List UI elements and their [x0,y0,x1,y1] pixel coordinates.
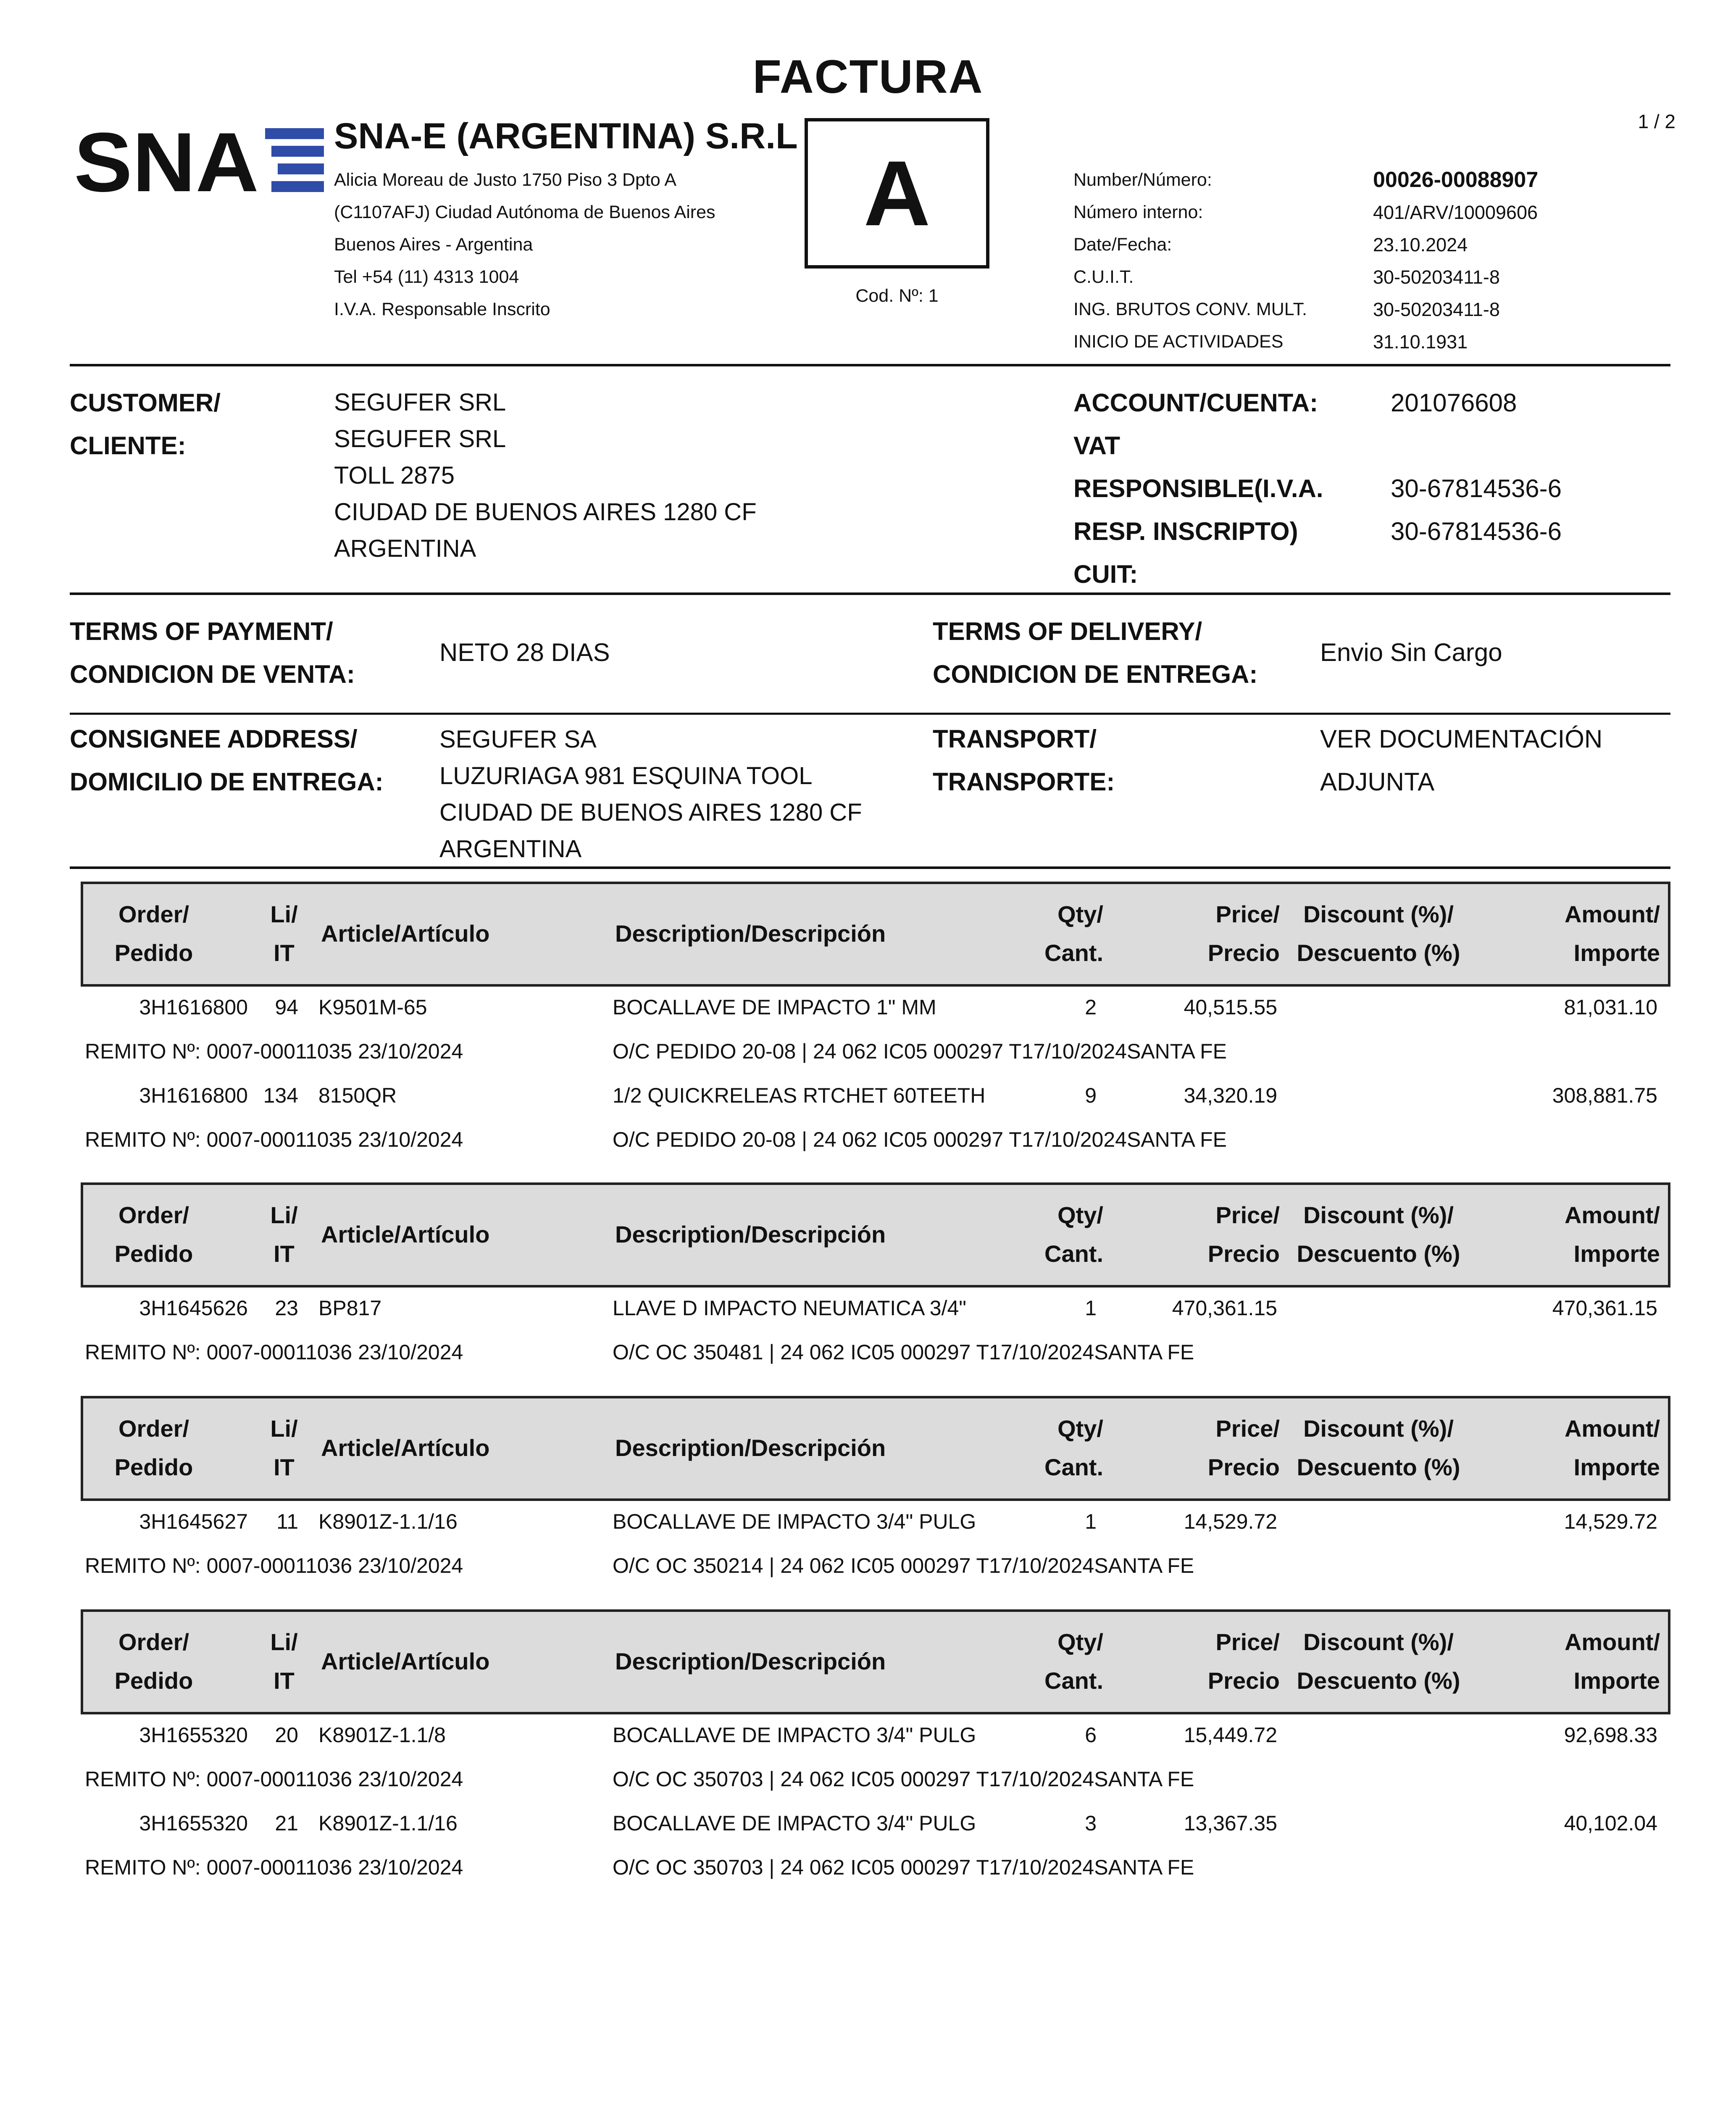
column-header-line: Discount (%)/ [1303,1415,1454,1442]
column-header-li [255,1623,313,1700]
amount: 14,529.72 [1564,1510,1657,1533]
column-header-line: Discount (%)/ [1303,1629,1454,1655]
item-description: LLAVE D IMPACTO NEUMATICA 3/4" [613,1296,967,1320]
unit-price: 40,515.55 [1184,995,1277,1019]
transport-label [933,718,1115,803]
invoice-type-letter: A [863,141,931,245]
customer-line: ARGENTINA [334,535,476,562]
article-code: BP817 [318,1296,382,1320]
column-header-qty [1011,895,1103,972]
remito-note: REMITO Nº: 0007-00011035 23/10/2024 [85,1040,463,1063]
column-header-line: Importe [1573,940,1660,966]
customer-label [70,382,221,467]
column-header-line: Order/ [118,1629,189,1655]
internal-number: 401/ARV/10009606 [1373,202,1538,223]
column-header-line: Qty/ [1057,1415,1103,1442]
invoice-info-labels [1073,164,1307,358]
remito-note: REMITO Nº: 0007-00011036 23/10/2024 [85,1767,463,1791]
column-header-li [255,895,313,972]
payment-terms-label-line: CONDICION DE VENTA: [70,660,355,688]
order-number: 3H1645626 [139,1296,248,1320]
quantity: 9 [1085,1084,1097,1107]
vat-label: RESPONSIBLE(I.V.A. [1073,474,1323,503]
column-header-line: Amount/ [1564,1202,1660,1228]
document-title: FACTURA [752,50,984,103]
column-header-order [112,1409,196,1487]
remito-note: REMITO Nº: 0007-00011035 23/10/2024 [85,1128,463,1151]
order-number: 3H1616800 [139,1084,248,1107]
column-header-description: Description/Descripción [615,920,886,947]
quantity: 1 [1085,1296,1097,1320]
customer-line: TOLL 2875 [334,462,455,489]
item-description: BOCALLAVE DE IMPACTO 3/4" PULG [613,1811,976,1835]
invoice-info-values [1373,164,1538,358]
column-header-line: Li/ [270,1202,298,1228]
page-indicator: 1 / 2 [1638,111,1676,132]
column-header-line: Qty/ [1057,1629,1103,1655]
column-header-line: Amount/ [1564,901,1660,927]
column-header-line: Price/ [1215,901,1280,927]
column-header-line: Li/ [270,1415,298,1442]
line-item-number: 11 [276,1510,298,1533]
company-tax-status: I.V.A. Responsable Inscrito [334,299,550,319]
transport-line: ADJUNTA [1320,768,1435,796]
cuit-label: C.U.I.T. [1073,267,1134,287]
svg-text:SNA: SNA [74,120,259,204]
column-header-order [112,1196,196,1273]
order-number: 3H1655320 [139,1811,248,1835]
divider [70,713,1670,715]
column-header-line: Cant. [1044,1454,1103,1480]
consignee-line: CIUDAD DE BUENOS AIRES 1280 CF [439,799,862,826]
article-code: 8150QR [318,1084,397,1107]
item-description: 1/2 QUICKRELEAS RTCHET 60TEETH [613,1084,986,1107]
table-header [81,1396,1670,1501]
amount: 470,361.15 [1552,1296,1657,1320]
quantity: 2 [1085,995,1097,1019]
customer-address [334,384,757,567]
ingresos-brutos-value: 30-50203411-8 [1373,299,1500,320]
ingresos-brutos-label: ING. BRUTOS CONV. MULT. [1073,299,1307,319]
column-header-li [255,1409,313,1487]
cuit-label: CUIT: [1073,560,1138,588]
column-header-line: Qty/ [1057,1202,1103,1228]
unit-price: 15,449.72 [1184,1723,1277,1747]
order-note: O/C PEDIDO 20-08 | 24 062 IC05 000297 T17/10/2024SANTA FE [613,1040,1227,1063]
account-label: ACCOUNT/CUENTA: [1073,389,1318,417]
remito-note: REMITO Nº: 0007-00011036 23/10/2024 [85,1340,463,1364]
column-header-qty [1011,1623,1103,1700]
column-header-line: Importe [1573,1240,1660,1267]
column-header-discount [1292,1623,1465,1700]
invoice-number: 00026-00088907 [1373,168,1539,192]
invoice-number-label: Number/Número: [1073,170,1212,190]
consignee-label-line: DOMICILIO DE ENTREGA: [70,768,384,796]
column-header-line: Discount (%)/ [1303,901,1454,927]
quantity: 3 [1085,1811,1097,1835]
article-code: K8901Z-1.1/16 [318,1510,458,1533]
consignee-line: SEGUFER SA [439,726,597,753]
column-header-line: Pedido [114,1454,193,1480]
payment-terms-value: NETO 28 DIAS [439,638,610,666]
consignee-address [439,721,862,867]
remito-note: REMITO Nº: 0007-00011036 23/10/2024 [85,1856,463,1879]
transport-label-line: TRANSPORTE: [933,768,1115,796]
column-header-description: Description/Descripción [615,1221,886,1248]
invoice-type-box [805,118,989,269]
amount: 81,031.10 [1564,995,1657,1019]
item-description: BOCALLAVE DE IMPACTO 3/4" PULG [613,1723,976,1747]
spacer [1391,424,1562,467]
column-header-discount [1292,1196,1465,1273]
internal-number-label: Número interno: [1073,202,1203,222]
column-header-qty [1011,1196,1103,1273]
line-item-number: 20 [275,1723,298,1747]
column-header-li [255,1196,313,1273]
table-header [81,1609,1670,1714]
column-header-price [1145,895,1280,972]
vat-label: VAT [1073,432,1121,460]
invoice-type-code: Cod. Nº: 1 [855,286,939,306]
column-header-line: Descuento (%) [1297,1454,1460,1480]
item-description: BOCALLAVE DE IMPACTO 3/4" PULG [613,1510,976,1533]
column-header-line: Amount/ [1564,1415,1660,1442]
account-values [1391,382,1562,553]
unit-price: 34,320.19 [1184,1084,1277,1107]
column-header-line: IT [274,1667,295,1694]
column-header-description: Description/Descripción [615,1435,886,1461]
column-header-amount [1473,1409,1660,1487]
line-item-number: 134 [263,1084,298,1107]
company-phone: Tel +54 (11) 4313 1004 [334,267,519,287]
column-header-article: Article/Artículo [321,920,490,947]
divider [70,364,1670,366]
consignee-line: ARGENTINA [439,835,582,863]
line-item-number: 21 [275,1811,298,1835]
date-label: Date/Fecha: [1073,234,1172,255]
column-header-line: Li/ [270,1629,298,1655]
unit-price: 13,367.35 [1184,1811,1277,1835]
column-header-line: Descuento (%) [1297,1667,1460,1694]
order-number: 3H1655320 [139,1723,248,1747]
column-header-amount [1473,895,1660,972]
article-code: K8901Z-1.1/16 [318,1811,458,1835]
column-header-line: Qty/ [1057,901,1103,927]
line-item-number: 94 [275,995,298,1019]
column-header-line: Descuento (%) [1297,1240,1460,1267]
amount: 308,881.75 [1552,1084,1657,1107]
table-header [81,882,1670,987]
customer-cuit: 30-67814536-6 [1391,517,1562,545]
customer-line: CIUDAD DE BUENOS AIRES 1280 CF [334,498,757,526]
customer-label-line: CUSTOMER/ [70,389,221,417]
column-header-line: Precio [1207,1454,1280,1480]
column-header-amount [1473,1623,1660,1700]
cuit-value: 30-50203411-8 [1373,266,1500,288]
order-note: O/C OC 350481 | 24 062 IC05 000297 T17/10/2024SANTA FE [613,1340,1194,1364]
amount: 40,102.04 [1564,1811,1657,1835]
column-header-order [112,1623,196,1700]
order-number: 3H1616800 [139,995,248,1019]
activity-start-value: 31.10.1931 [1373,331,1468,353]
unit-price: 470,361.15 [1172,1296,1277,1320]
column-header-line: Order/ [118,1202,189,1228]
unit-price: 14,529.72 [1184,1510,1277,1533]
company-name: SNA-E (ARGENTINA) S.R.L [334,116,798,156]
column-header-amount [1473,1196,1660,1273]
column-header-discount [1292,895,1465,972]
column-header-line: Importe [1573,1667,1660,1694]
quantity: 1 [1085,1510,1097,1533]
table-header [81,1182,1670,1287]
column-header-line: Precio [1207,940,1280,966]
column-header-line: Precio [1207,1667,1280,1694]
column-header-price [1145,1623,1280,1700]
vat-label: RESP. INSCRIPTO) [1073,517,1298,545]
invoice-date: 23.10.2024 [1373,234,1468,255]
column-header-order [112,895,196,972]
payment-terms-label [70,610,355,696]
consignee-label [70,718,384,803]
column-header-line: Precio [1207,1240,1280,1267]
column-header-qty [1011,1409,1103,1487]
customer-label-line: CLIENTE: [70,432,186,460]
column-header-line: Price/ [1215,1202,1280,1228]
column-header-price [1145,1409,1280,1487]
transport-value [1320,718,1602,803]
divider [70,866,1670,869]
column-header-line: Price/ [1215,1629,1280,1655]
consignee-label-line: CONSIGNEE ADDRESS/ [70,725,358,753]
order-note: O/C OC 350703 | 24 062 IC05 000297 T17/10/2024SANTA FE [613,1856,1194,1879]
article-code: K8901Z-1.1/8 [318,1723,446,1747]
article-code: K9501M-65 [318,995,427,1019]
column-header-line: Cant. [1044,1240,1103,1267]
column-header-line: IT [274,940,295,966]
account-labels [1073,382,1323,596]
column-header-line: Pedido [114,940,193,966]
column-header-line: Order/ [118,901,189,927]
column-header-line: IT [274,1240,295,1267]
column-header-line: Order/ [118,1415,189,1442]
column-header-article: Article/Artículo [321,1221,490,1248]
column-header-article: Article/Artículo [321,1648,490,1674]
column-header-line: Li/ [270,901,298,927]
consignee-line: LUZURIAGA 981 ESQUINA TOOL [439,762,813,790]
company-address-line: (C1107AFJ) Ciudad Autónoma de Buenos Aires [334,202,715,222]
column-header-article: Article/Artículo [321,1435,490,1461]
order-note: O/C OC 350703 | 24 062 IC05 000297 T17/10/2024SANTA FE [613,1767,1194,1791]
column-header-line: Pedido [114,1240,193,1267]
amount: 92,698.33 [1564,1723,1657,1747]
remito-note: REMITO Nº: 0007-00011036 23/10/2024 [85,1554,463,1577]
divider [70,592,1670,595]
company-address [334,164,715,326]
column-header-price [1145,1196,1280,1273]
delivery-terms-label-line: TERMS OF DELIVERY/ [933,617,1202,645]
delivery-terms-label [933,610,1257,696]
transport-label-line: TRANSPORT/ [933,725,1097,753]
column-header-line: Price/ [1215,1415,1280,1442]
column-header-line: Descuento (%) [1297,940,1460,966]
column-header-line: Discount (%)/ [1303,1202,1454,1228]
quantity: 6 [1085,1723,1097,1747]
column-header-line: Pedido [114,1667,193,1694]
order-note: O/C PEDIDO 20-08 | 24 062 IC05 000297 T17/10/2024SANTA FE [613,1128,1227,1151]
column-header-discount [1292,1409,1465,1487]
payment-terms-label-line: TERMS OF PAYMENT/ [70,617,333,645]
column-header-line: Cant. [1044,1667,1103,1694]
customer-line: SEGUFER SRL [334,425,506,453]
delivery-terms-label-line: CONDICION DE ENTREGA: [933,660,1258,688]
order-number: 3H1645627 [139,1510,248,1533]
column-header-line: Importe [1573,1454,1660,1480]
activity-start-label: INICIO DE ACTIVIDADES [1073,332,1284,352]
column-header-line: Cant. [1044,940,1103,966]
order-note: O/C OC 350214 | 24 062 IC05 000297 T17/10/2024SANTA FE [613,1554,1194,1577]
transport-line: VER DOCUMENTACIÓN [1320,725,1603,753]
account-number: 201076608 [1391,389,1517,417]
column-header-line: Amount/ [1564,1629,1660,1655]
column-header-description: Description/Descripción [615,1648,886,1674]
column-header-line: IT [274,1454,295,1480]
company-address-line: Buenos Aires - Argentina [334,234,533,255]
vat-number: 30-67814536-6 [1391,474,1562,503]
company-logo [74,120,326,204]
delivery-terms-value: Envio Sin Cargo [1320,638,1502,666]
company-address-line: Alicia Moreau de Justo 1750 Piso 3 Dpto A [334,170,677,190]
item-description: BOCALLAVE DE IMPACTO 1" MM [613,995,936,1019]
customer-line: SEGUFER SRL [334,389,506,416]
line-item-number: 23 [275,1296,298,1320]
